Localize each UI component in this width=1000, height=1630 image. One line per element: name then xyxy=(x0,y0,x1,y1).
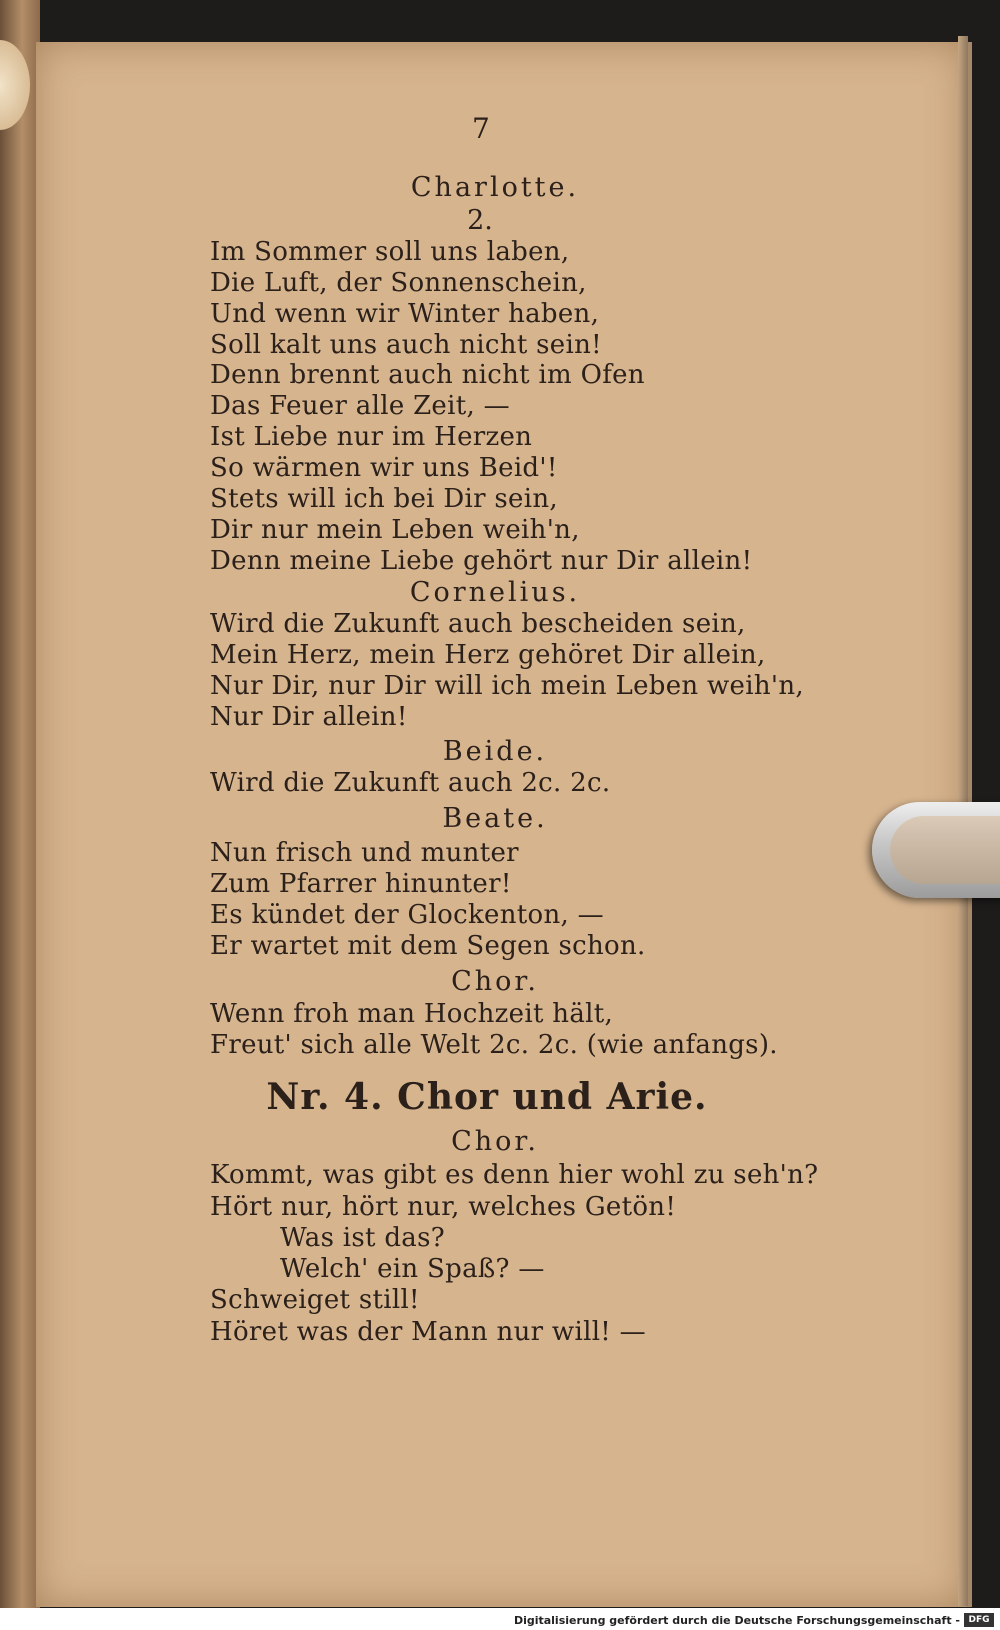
lyric-line: Es kündet der Glockenton, — xyxy=(210,900,604,930)
lyric-line: Er wartet mit dem Segen schon. xyxy=(210,931,646,961)
lyric-line: Zum Pfarrer hinunter! xyxy=(210,869,512,899)
speaker-cornelius: Cornelius. xyxy=(409,577,581,608)
speaker-beide: Beide. xyxy=(442,736,548,767)
dfg-logo: DFG xyxy=(964,1613,994,1627)
lyric-line: Wenn froh man Hochzeit hält, xyxy=(210,999,614,1029)
lyric-line: Mein Herz, mein Herz gehöret Dir allein, xyxy=(210,640,766,670)
lyric-line: Nur Dir, nur Dir will ich mein Leben weih'n, xyxy=(210,671,804,701)
lyric-line: Und wenn wir Winter haben, xyxy=(210,299,600,329)
speaker-chor: Chor. xyxy=(451,1126,539,1157)
speaker-beate: Beate. xyxy=(442,803,548,834)
lyric-line: Soll kalt uns auch nicht sein! xyxy=(210,330,602,360)
lyric-line: Dir nur mein Leben weih'n, xyxy=(210,515,580,545)
lyric-line: Wird die Zukunft auch 2c. 2c. xyxy=(210,768,611,798)
lyric-line: Freut' sich alle Welt 2c. 2c. (wie anfangs). xyxy=(210,1030,778,1060)
lyric-line: Nur Dir allein! xyxy=(210,702,408,732)
verse-number: 2. xyxy=(467,205,493,236)
speaker-chor: Chor. xyxy=(451,966,539,997)
lyric-line: Welch' ein Spaß? — xyxy=(280,1254,545,1284)
lyric-line: Hört nur, hört nur, welches Getön! xyxy=(210,1192,677,1222)
speaker-charlotte: Charlotte. xyxy=(410,172,580,203)
lyric-line: Was ist das? xyxy=(280,1223,445,1253)
lyric-line: Denn meine Liebe gehört nur Dir allein! xyxy=(210,546,753,576)
lyric-line: Stets will ich bei Dir sein, xyxy=(210,484,558,514)
lyric-line: Das Feuer alle Zeit, — xyxy=(210,391,510,421)
lyric-line: Wird die Zukunft auch bescheiden sein, xyxy=(210,609,746,639)
lyric-line: Die Luft, der Sonnenschein, xyxy=(210,268,587,298)
lyric-line: Höret was der Mann nur will! — xyxy=(210,1317,646,1347)
footer-credit: Digitalisierung gefördert durch die Deutsche Forschungsgemeinschaft - xyxy=(513,1614,960,1627)
lyric-line: Denn brennt auch nicht im Ofen xyxy=(210,360,645,390)
lyric-line: Schweiget still! xyxy=(210,1285,420,1315)
section-heading: Nr. 4. Chor und Arie. xyxy=(266,1076,708,1118)
footer-bar xyxy=(0,1608,1000,1630)
lyric-line: Kommt, was gibt es denn hier wohl zu seh'n? xyxy=(210,1160,819,1190)
lyric-line: Im Sommer soll uns laben, xyxy=(210,237,570,267)
page-number: 7 xyxy=(472,112,490,145)
lyric-line: Ist Liebe nur im Herzen xyxy=(210,422,533,452)
lyric-line: So wärmen wir uns Beid'! xyxy=(210,453,558,483)
lyric-line: Nun frisch und munter xyxy=(210,838,519,868)
